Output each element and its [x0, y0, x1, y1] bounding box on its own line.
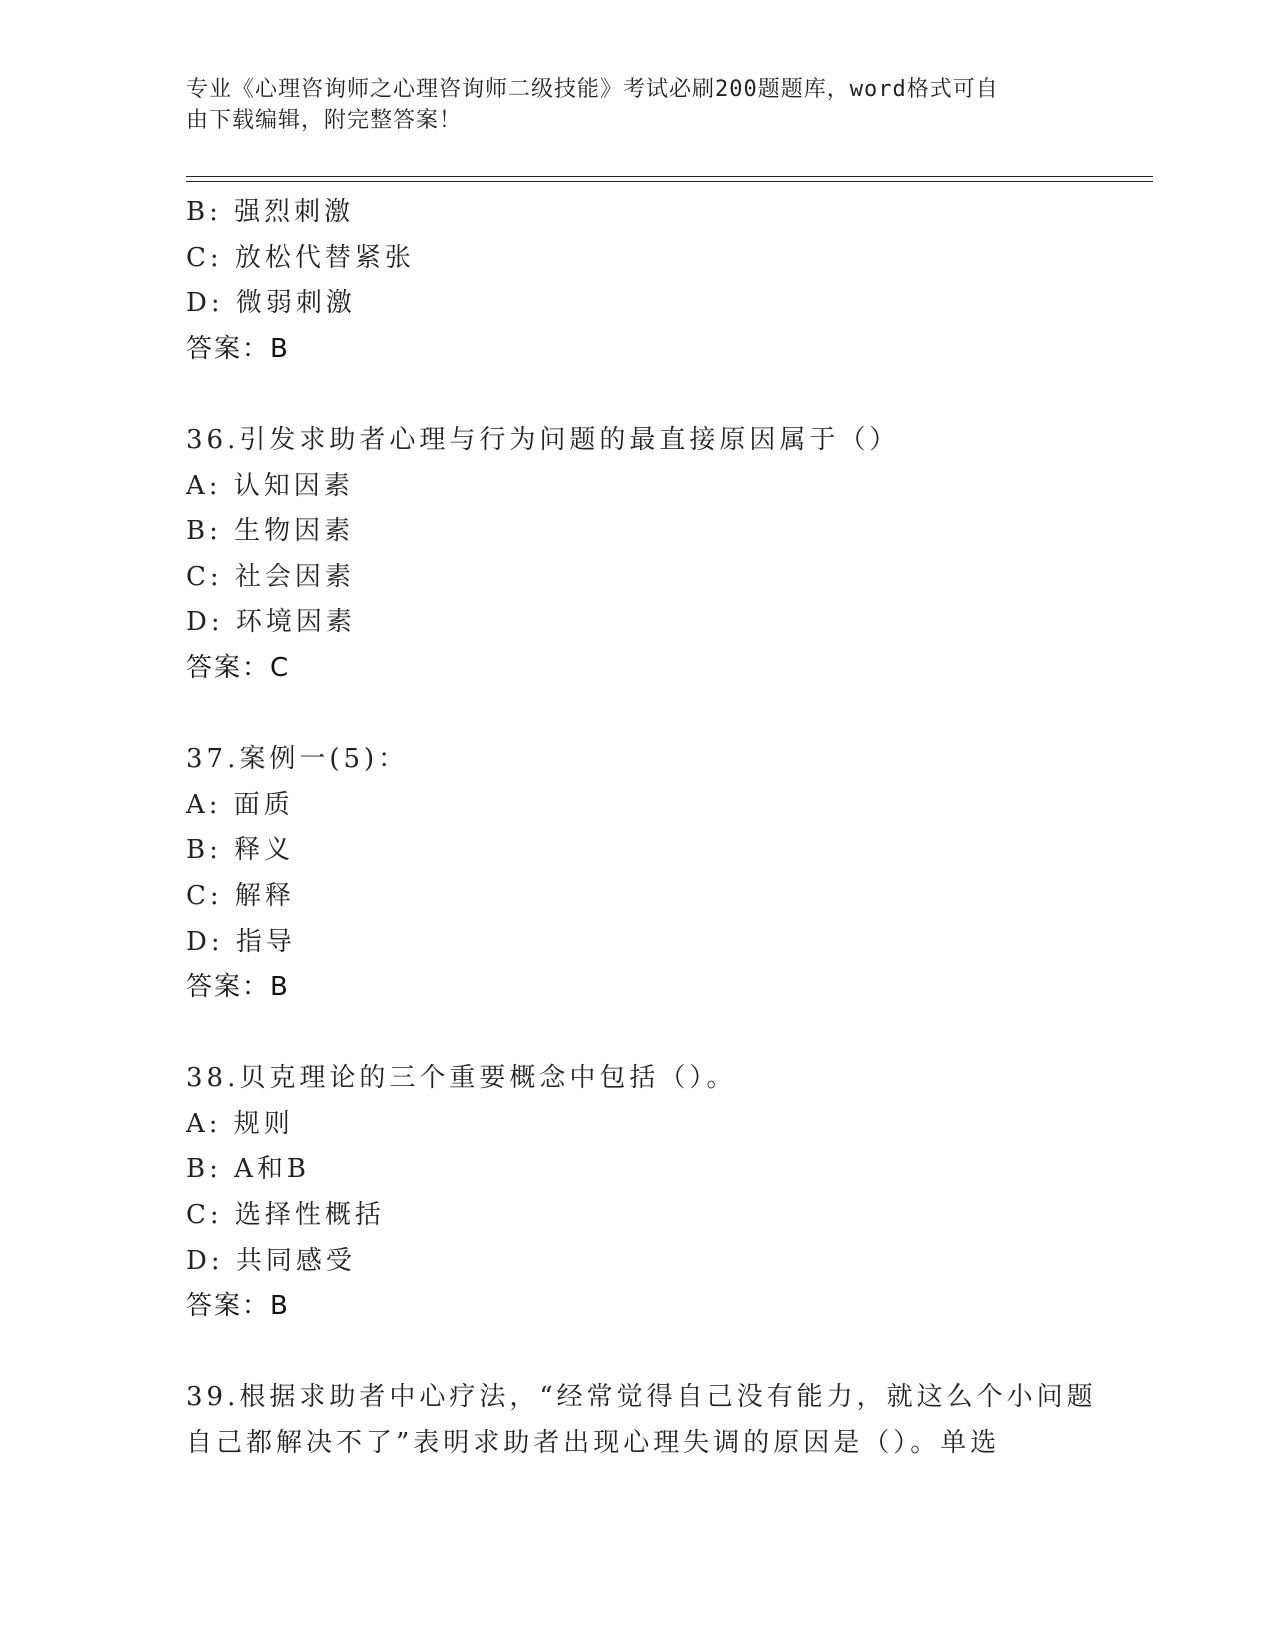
header-rule-bottom: [186, 181, 1153, 182]
spacer: [186, 1330, 1086, 1376]
question-text: 38.贝克理论的三个重要概念中包括（）。: [186, 1063, 737, 1094]
answer: 答案：C: [186, 652, 291, 683]
option-a: A: 面质: [186, 789, 294, 820]
option-b: B: 生物因素: [186, 516, 355, 547]
option-d: D: 微弱刺激: [186, 288, 356, 319]
question-text-line-2: 自己都解决不了”表明求助者出现心理失调的原因是（）。单选: [186, 1428, 1001, 1459]
option-d: D: 指导: [186, 926, 296, 957]
option-d: D: 共同感受: [186, 1245, 356, 1276]
spacer: [186, 692, 1086, 738]
question-list: [186, 190, 1097, 1467]
question-text-line-1: 39.根据求助者中心疗法，“经常觉得自己没有能力，就这么个小问题: [186, 1382, 1097, 1413]
question-36: [186, 418, 1086, 692]
answer: 答案：B: [186, 333, 290, 364]
header-line-1: 专业《心理咨询师之心理咨询师二级技能》考试必刷200题题库，word格式可自: [186, 77, 999, 102]
question-35: [186, 190, 1086, 372]
question-38: [186, 1056, 1086, 1330]
spacer: [186, 372, 1086, 418]
option-c: C: 社会因素: [186, 561, 355, 592]
option-a: A: 认知因素: [186, 470, 354, 501]
question-37: [186, 737, 1086, 1011]
header-line-2: 由下载编辑，附完整答案！: [186, 108, 463, 133]
spacer: [186, 1011, 1086, 1057]
question-39: [186, 1375, 1097, 1466]
option-c: C: 放松代替紧张: [186, 242, 415, 273]
header-rule-top: [186, 176, 1153, 177]
option-c: C: 选择性概括: [186, 1200, 385, 1231]
question-text: 36.引发求助者心理与行为问题的最直接原因属于（）: [186, 424, 900, 455]
document-header: [186, 74, 1066, 136]
option-c: C: 解释: [186, 880, 295, 911]
question-text: 37.案例一(5)：: [186, 744, 409, 775]
answer: 答案：B: [186, 1291, 290, 1322]
option-b: B: A和B: [186, 1154, 311, 1185]
answer: 答案：B: [186, 972, 290, 1003]
option-b: B: 强烈刺激: [186, 197, 355, 227]
option-d: D: 环境因素: [186, 607, 356, 638]
option-b: B: 释义: [186, 835, 295, 866]
option-a: A: 规则: [186, 1108, 294, 1139]
